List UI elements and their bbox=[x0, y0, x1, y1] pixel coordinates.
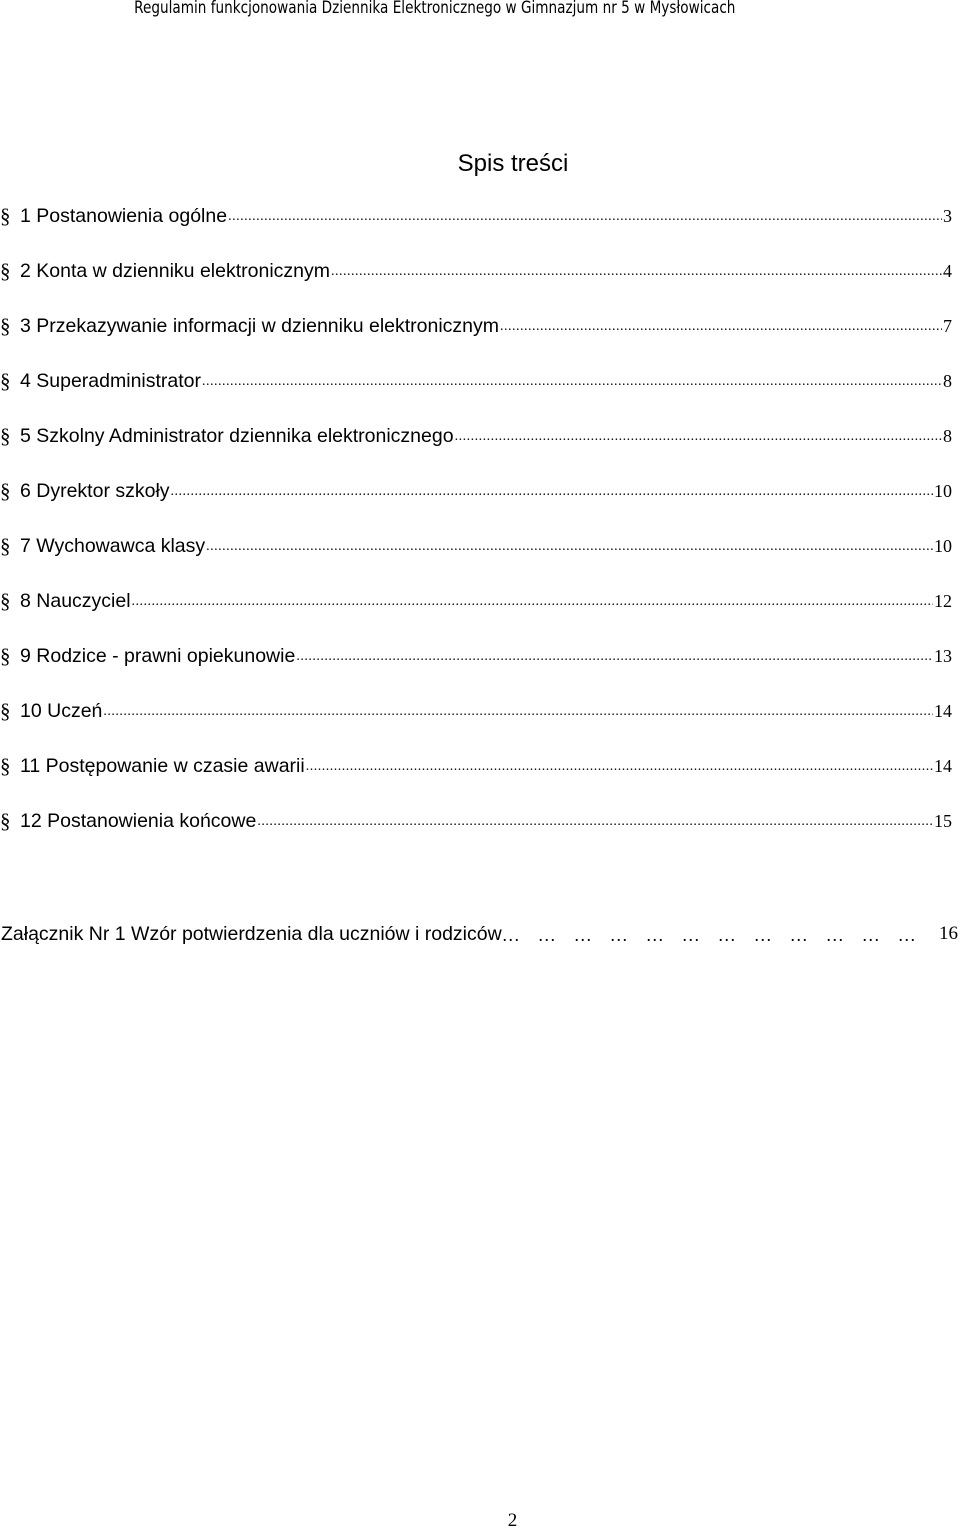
toc-entry-page: 7 bbox=[943, 316, 952, 336]
section-sign: § bbox=[0, 204, 11, 228]
toc-entry-page: 8 bbox=[943, 371, 952, 391]
dot-leader bbox=[132, 592, 933, 614]
toc-entry-2[interactable] bbox=[0, 258, 952, 284]
toc-entry-label: 5 Szkolny Administrator dziennika elektronicznego bbox=[20, 425, 454, 447]
toc-entry-6[interactable] bbox=[0, 478, 952, 504]
dot-leader bbox=[455, 427, 942, 449]
section-sign: § bbox=[0, 699, 11, 723]
toc-entry-11[interactable] bbox=[0, 753, 952, 779]
toc-entry-page: 3 bbox=[943, 206, 952, 226]
toc-entry-4[interactable] bbox=[0, 368, 952, 394]
page-number: 2 bbox=[507, 1510, 518, 1531]
section-sign: § bbox=[0, 534, 11, 558]
section-sign: § bbox=[0, 809, 11, 833]
toc-entry-1[interactable] bbox=[0, 203, 952, 229]
dot-leader bbox=[171, 482, 933, 504]
toc-entry-page: 14 bbox=[934, 701, 952, 721]
dot-leader bbox=[228, 207, 942, 229]
toc-entry-page: 4 bbox=[943, 261, 952, 281]
running-header: Regulamin funkcjonowania Dziennika Elektronicznego w Gimnazjum nr 5 w Mysłowicach bbox=[134, 0, 736, 18]
toc-entry-9[interactable] bbox=[0, 643, 952, 669]
section-sign: § bbox=[0, 369, 11, 393]
toc-entry-label: 6 Dyrektor szkoły bbox=[20, 480, 170, 502]
toc-entry-label: 9 Rodzice - prawni opiekunowie bbox=[20, 645, 296, 667]
section-sign: § bbox=[0, 314, 11, 338]
section-sign: § bbox=[0, 259, 11, 283]
dot-leader bbox=[257, 812, 933, 834]
toc-entry-10[interactable] bbox=[0, 698, 952, 724]
dot-leader bbox=[306, 757, 933, 779]
toc-entry-page: 14 bbox=[934, 756, 952, 776]
dot-leader bbox=[296, 647, 933, 669]
toc-entry-label: 11 Postępowanie w czasie awarii bbox=[20, 755, 305, 777]
dot-leader bbox=[202, 372, 942, 394]
dot-leader bbox=[331, 262, 942, 284]
section-sign: § bbox=[0, 424, 11, 448]
dot-leader bbox=[500, 317, 942, 339]
dot-leader bbox=[206, 537, 933, 559]
toc-entry-label: 3 Przekazywanie informacji w dzienniku elektronicznym bbox=[20, 315, 500, 337]
toc-entry-label: 10 Uczeń bbox=[20, 700, 103, 722]
toc-entry-label: 12 Postanowienia końcowe bbox=[20, 810, 257, 832]
toc-entry-12[interactable] bbox=[0, 808, 952, 834]
toc-entry-8[interactable] bbox=[0, 588, 952, 614]
toc-entry-label: Załącznik Nr 1 Wzór potwierdzenia dla uczniów i rodziców bbox=[1, 923, 502, 945]
toc-entry-page: 10 bbox=[934, 536, 952, 556]
dot-leader bbox=[103, 702, 933, 724]
toc-entry-page: 8 bbox=[943, 426, 952, 446]
toc-entry-label: 2 Konta w dzienniku elektronicznym bbox=[20, 260, 330, 282]
toc-entry-page: 16 bbox=[939, 923, 958, 944]
toc-title: Spis treści bbox=[457, 150, 569, 177]
toc-entry-label: 7 Wychowawca klasy bbox=[20, 535, 206, 557]
section-sign: § bbox=[0, 754, 11, 778]
toc-entry-3[interactable] bbox=[0, 313, 952, 339]
ellipsis-leader bbox=[502, 922, 928, 948]
toc-entry-5[interactable] bbox=[0, 423, 952, 449]
toc-entry-label: 4 Superadministrator bbox=[20, 370, 202, 392]
toc-entry-label: 1 Postanowienia ogólne bbox=[20, 205, 228, 227]
toc-entry-page: 13 bbox=[934, 646, 952, 666]
toc-entry-appendix[interactable] bbox=[0, 918, 960, 948]
toc-entry-7[interactable] bbox=[0, 533, 952, 559]
toc-entry-page: 10 bbox=[934, 481, 952, 501]
section-sign: § bbox=[0, 479, 11, 503]
section-sign: § bbox=[0, 644, 11, 668]
toc-entry-page: 15 bbox=[934, 811, 952, 831]
toc-entry-page: 12 bbox=[934, 591, 952, 611]
toc-entry-label: 8 Nauczyciel bbox=[20, 590, 131, 612]
section-sign: § bbox=[0, 589, 11, 613]
